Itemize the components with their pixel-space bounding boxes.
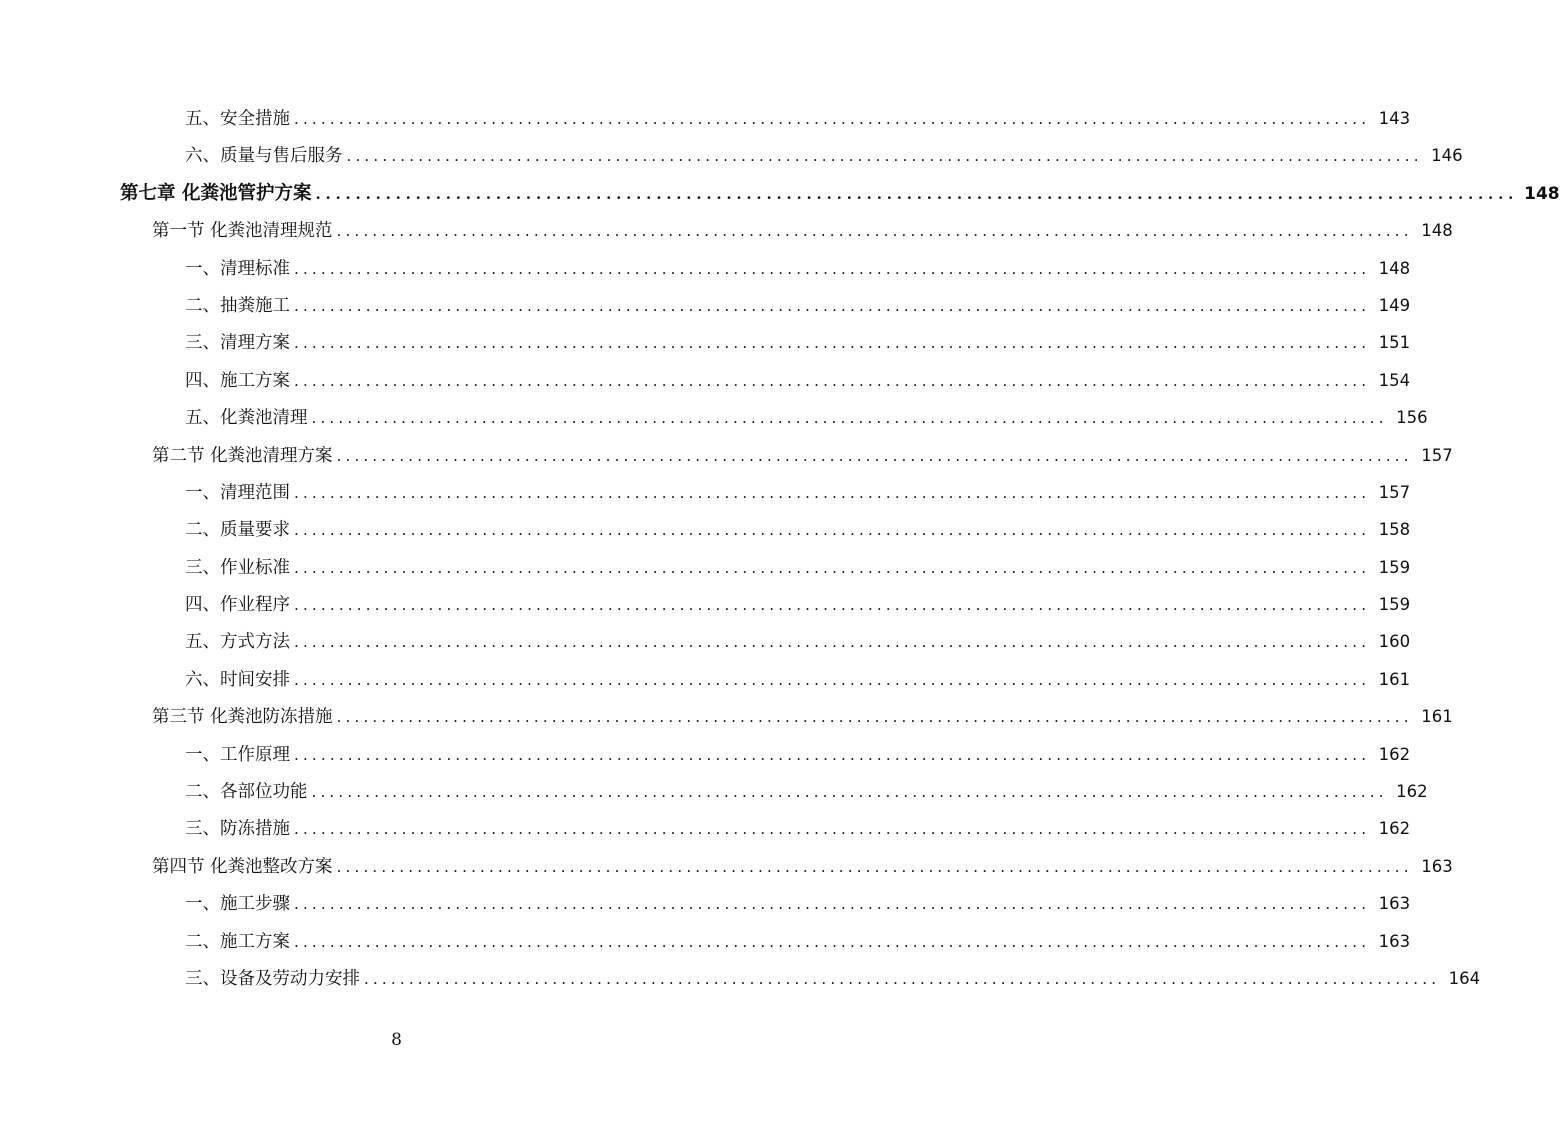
toc-entry-label: 三、作业标准	[185, 557, 290, 578]
toc-entry-page-number: 160	[1378, 632, 1411, 652]
toc-entry-label: 五、化粪池清理	[185, 408, 308, 429]
toc-entry-page-number: 143	[1378, 109, 1411, 128]
toc-entry-label: 二、施工方案	[185, 931, 290, 952]
dot-leader: ........................................................................................................................	[294, 633, 1371, 652]
toc-item-entry[interactable]	[0, 474, 1411, 511]
toc-entry-page-number: 157	[1378, 482, 1411, 502]
toc-entry-page-number: 156	[1396, 408, 1428, 428]
toc-item-entry[interactable]	[0, 399, 1428, 436]
toc-entry-page-number: 162	[1378, 819, 1411, 839]
dot-leader: ........................................................................................................................	[294, 259, 1371, 278]
toc-entry-label: 三、设备及劳动力安排	[185, 968, 360, 989]
toc-entry-page-number: 159	[1378, 595, 1411, 615]
page-number: 8	[391, 1030, 402, 1050]
toc-entry-label: 三、清理方案	[185, 333, 290, 354]
toc-entry-label: 二、质量要求	[185, 520, 290, 541]
toc-entry-page-number: 161	[1378, 669, 1411, 689]
toc-item-entry[interactable]	[0, 661, 1411, 698]
toc-item-entry[interactable]	[0, 250, 1411, 287]
dot-leader: ........................................................................................................................	[364, 969, 1441, 988]
toc-item-entry[interactable]	[0, 287, 1411, 324]
dot-leader: ........................................................................................................................	[315, 184, 1519, 203]
toc-item-entry[interactable]	[0, 137, 1463, 174]
dot-leader: ........................................................................................................................	[336, 857, 1413, 876]
toc-entry-page-number: 162	[1378, 744, 1411, 764]
dot-leader: ........................................................................................................................	[294, 670, 1371, 689]
toc-item-entry[interactable]	[0, 736, 1411, 773]
dot-leader: ........................................................................................................................	[294, 334, 1371, 353]
toc-entry-label: 二、各部位功能	[185, 782, 308, 803]
dot-leader: ........................................................................................................................	[346, 147, 1423, 166]
toc-section-entry[interactable]	[0, 437, 1453, 474]
dot-leader: ........................................................................................................................	[311, 783, 1388, 802]
toc-entry-label: 第七章 化粪池管护方案	[120, 182, 312, 204]
toc-entry-label: 三、防冻措施	[185, 819, 290, 840]
toc-entry-page-number: 162	[1396, 782, 1428, 802]
toc-item-entry[interactable]	[0, 511, 1411, 548]
toc-entry-label: 一、清理范围	[185, 482, 290, 503]
dot-leader: ........................................................................................................................	[294, 371, 1371, 390]
toc-entry-label: 四、施工方案	[185, 370, 290, 391]
dot-leader: ........................................................................................................................	[336, 708, 1413, 727]
toc-item-entry[interactable]	[0, 100, 1411, 137]
toc-entry-page-number: 148	[1524, 183, 1560, 204]
dot-leader: ........................................................................................................................	[294, 895, 1371, 914]
toc-entry-label: 第三节 化粪池防冻措施	[152, 707, 333, 728]
toc-item-entry[interactable]	[0, 549, 1411, 586]
toc-entry-page-number: 149	[1378, 295, 1411, 315]
toc-chapter-entry[interactable]	[0, 175, 1560, 212]
toc-entry-label: 一、施工步骤	[185, 894, 290, 915]
toc-section-entry[interactable]	[0, 212, 1453, 249]
toc-entry-page-number: 163	[1378, 931, 1411, 951]
toc-item-entry[interactable]	[0, 960, 1481, 997]
toc-entry-label: 第一节 化粪池清理规范	[152, 221, 333, 242]
toc-item-entry[interactable]	[0, 923, 1411, 960]
dot-leader: ........................................................................................................................	[294, 932, 1371, 951]
dot-leader: ........................................................................................................................	[336, 446, 1413, 465]
toc-entry-page-number: 159	[1378, 557, 1411, 577]
dot-leader: ........................................................................................................................	[294, 296, 1371, 315]
toc-section-entry[interactable]	[0, 848, 1453, 885]
toc-entry-page-number: 157	[1421, 445, 1453, 465]
toc-entry-page-number: 161	[1421, 707, 1453, 727]
dot-leader: ........................................................................................................................	[294, 820, 1371, 839]
dot-leader: ........................................................................................................................	[294, 521, 1371, 540]
toc-section-entry[interactable]	[0, 698, 1453, 735]
toc-entry-label: 六、时间安排	[185, 669, 290, 690]
dot-leader: ........................................................................................................................	[294, 483, 1371, 502]
dot-leader: ........................................................................................................................	[311, 409, 1388, 428]
toc-entry-label: 二、抽粪施工	[185, 295, 290, 316]
toc-entry-label: 五、方式方法	[185, 632, 290, 653]
toc-entry-page-number: 164	[1448, 968, 1481, 988]
toc-entry-page-number: 154	[1378, 370, 1411, 390]
dot-leader: ........................................................................................................................	[294, 558, 1371, 577]
dot-leader: ........................................................................................................................	[294, 596, 1371, 615]
dot-leader: ........................................................................................................................	[294, 745, 1371, 764]
toc-item-entry[interactable]	[0, 623, 1411, 660]
toc-entry-page-number: 163	[1378, 894, 1411, 914]
dot-leader: ........................................................................................................................	[336, 222, 1413, 241]
toc-item-entry[interactable]	[0, 324, 1411, 361]
toc-item-entry[interactable]	[0, 885, 1411, 922]
toc-entry-page-number: 163	[1421, 856, 1453, 876]
toc-entry-page-number: 148	[1421, 221, 1453, 241]
toc-entry-label: 四、作业程序	[185, 595, 290, 616]
toc-item-entry[interactable]	[0, 586, 1411, 623]
toc-entry-label: 第四节 化粪池整改方案	[152, 856, 333, 877]
toc-item-entry[interactable]	[0, 773, 1428, 810]
toc-item-entry[interactable]	[0, 362, 1411, 399]
toc-entry-label: 六、质量与售后服务	[185, 146, 343, 167]
toc-entry-label: 一、工作原理	[185, 744, 290, 765]
toc-entry-label: 一、清理标准	[185, 258, 290, 279]
dot-leader: ........................................................................................................................	[294, 110, 1371, 128]
table-of-contents	[0, 100, 1560, 997]
toc-entry-label: 五、安全措施	[185, 109, 290, 129]
toc-entry-page-number: 146	[1431, 146, 1463, 166]
toc-entry-page-number: 148	[1378, 258, 1411, 278]
toc-entry-page-number: 158	[1378, 520, 1411, 540]
toc-entry-page-number: 151	[1378, 333, 1411, 353]
toc-entry-label: 第二节 化粪池清理方案	[152, 445, 333, 466]
toc-item-entry[interactable]	[0, 810, 1411, 847]
